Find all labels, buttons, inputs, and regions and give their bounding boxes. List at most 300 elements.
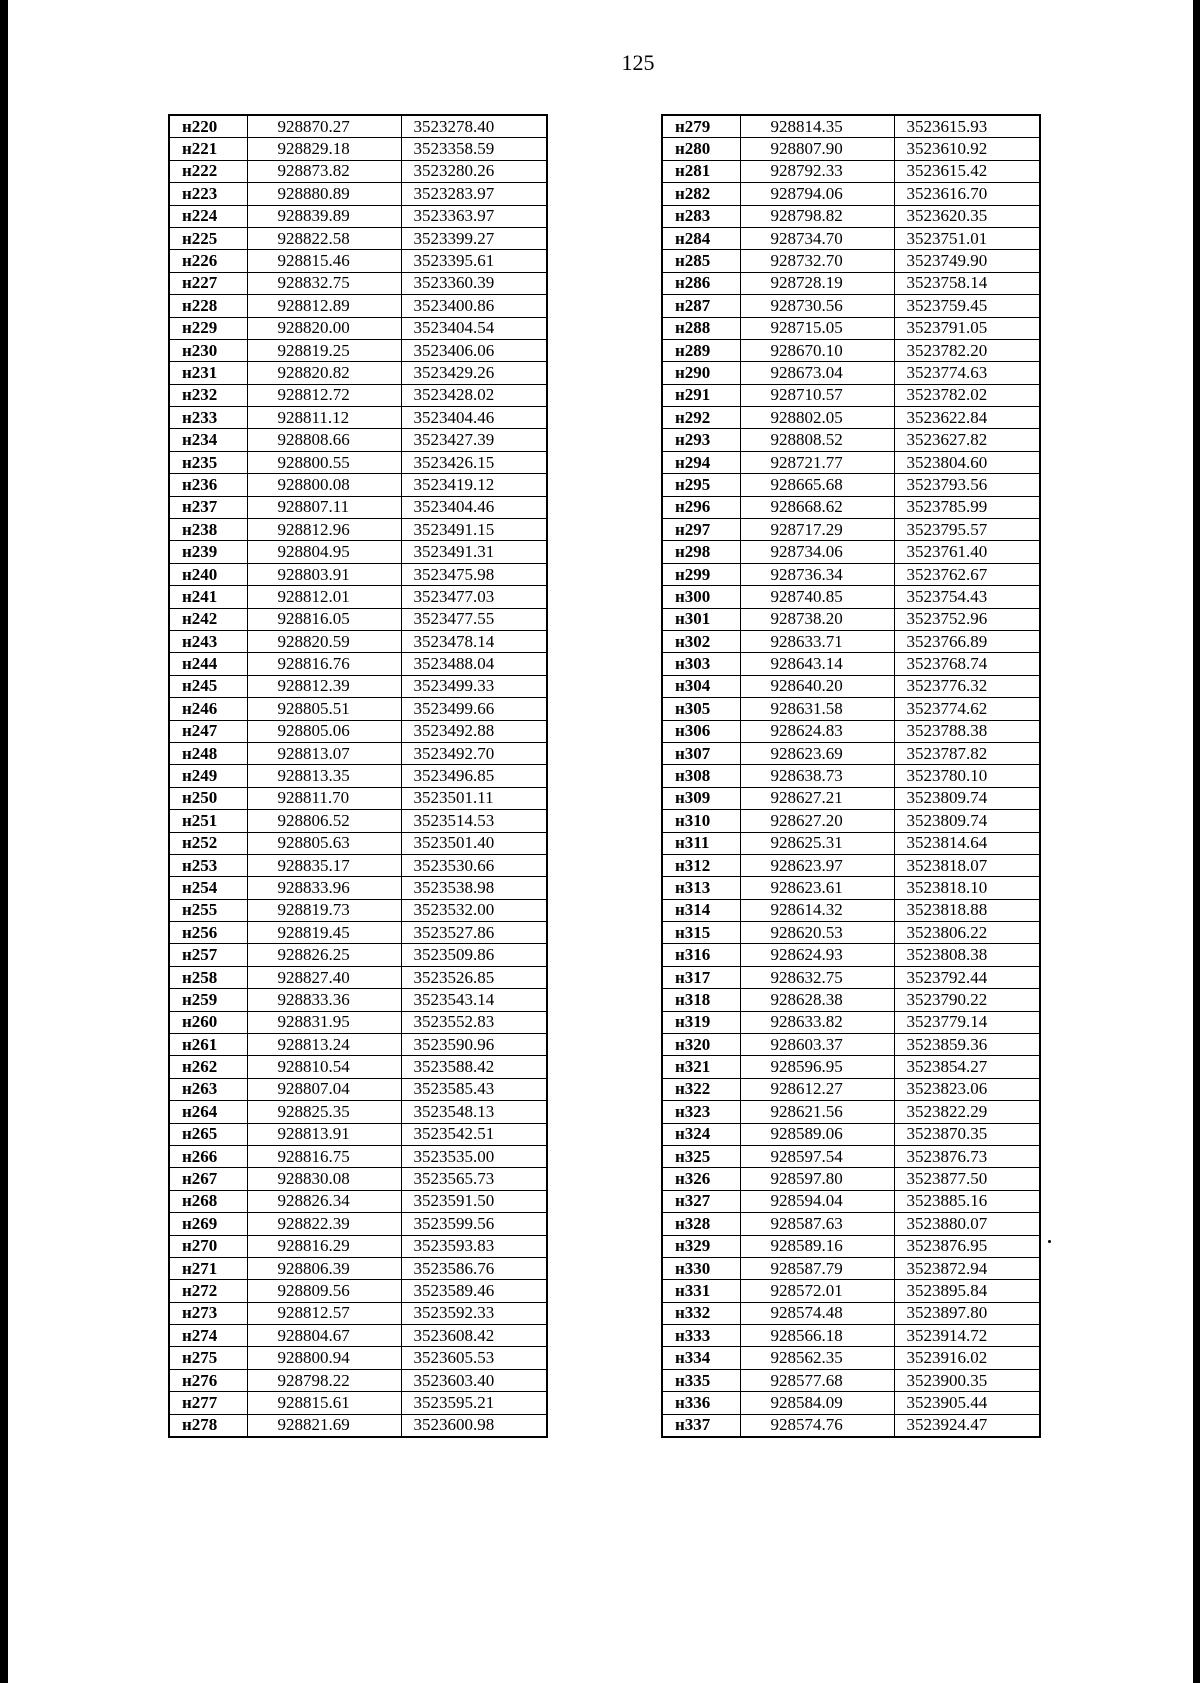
table-row [169, 407, 547, 429]
x-coordinate-cell: 928807.04 [247, 1078, 401, 1100]
x-coordinate-cell: 928816.75 [247, 1145, 401, 1167]
y-coordinate-cell: 3523514.53 [401, 810, 547, 832]
x-coordinate-cell: 928814.35 [740, 115, 894, 138]
table-row [662, 272, 1040, 294]
table-row [662, 810, 1040, 832]
coordinates-table-right [661, 114, 1041, 1438]
y-coordinate-cell: 3523754.43 [894, 586, 1040, 608]
y-coordinate-cell: 3523492.88 [401, 720, 547, 742]
table-row [662, 630, 1040, 652]
point-id-cell: н315 [662, 922, 740, 944]
point-id-cell: н235 [169, 451, 247, 473]
table-row [662, 384, 1040, 406]
x-coordinate-cell: 928812.39 [247, 675, 401, 697]
x-coordinate-cell: 928710.57 [740, 384, 894, 406]
y-coordinate-cell: 3523885.16 [894, 1190, 1040, 1212]
point-id-cell: н224 [169, 205, 247, 227]
point-id-cell: н331 [662, 1280, 740, 1302]
y-coordinate-cell: 3523895.84 [894, 1280, 1040, 1302]
y-coordinate-cell: 3523751.01 [894, 227, 1040, 249]
table-row [662, 586, 1040, 608]
x-coordinate-cell: 928640.20 [740, 675, 894, 697]
y-coordinate-cell: 3523588.42 [401, 1056, 547, 1078]
point-id-cell: н251 [169, 810, 247, 832]
y-coordinate-cell: 3523880.07 [894, 1213, 1040, 1235]
x-coordinate-cell: 928738.20 [740, 608, 894, 630]
table-row [662, 1011, 1040, 1033]
point-id-cell: н329 [662, 1235, 740, 1257]
point-id-cell: н301 [662, 608, 740, 630]
table-row [662, 183, 1040, 205]
point-id-cell: н296 [662, 496, 740, 518]
y-coordinate-cell: 3523599.56 [401, 1213, 547, 1235]
y-coordinate-cell: 3523488.04 [401, 653, 547, 675]
table-row [662, 1257, 1040, 1279]
y-coordinate-cell: 3523595.21 [401, 1392, 547, 1414]
point-id-cell: н297 [662, 519, 740, 541]
x-coordinate-cell: 928668.62 [740, 496, 894, 518]
x-coordinate-cell: 928798.82 [740, 205, 894, 227]
point-id-cell: н310 [662, 810, 740, 832]
point-id-cell: н259 [169, 989, 247, 1011]
y-coordinate-cell: 3523809.74 [894, 787, 1040, 809]
table-row [662, 922, 1040, 944]
point-id-cell: н308 [662, 765, 740, 787]
table-row [169, 899, 547, 921]
x-coordinate-cell: 928715.05 [740, 317, 894, 339]
table-row [169, 810, 547, 832]
point-id-cell: н302 [662, 630, 740, 652]
table-row [169, 787, 547, 809]
point-id-cell: н248 [169, 742, 247, 764]
point-id-cell: н236 [169, 474, 247, 496]
table-row [662, 115, 1040, 138]
point-id-cell: н325 [662, 1145, 740, 1167]
y-coordinate-cell: 3523358.59 [401, 138, 547, 160]
y-coordinate-cell: 3523762.67 [894, 563, 1040, 585]
x-coordinate-cell: 928800.55 [247, 451, 401, 473]
x-coordinate-cell: 928732.70 [740, 250, 894, 272]
table-row [662, 989, 1040, 1011]
table-row [662, 1392, 1040, 1414]
y-coordinate-cell: 3523787.82 [894, 742, 1040, 764]
x-coordinate-cell: 928736.34 [740, 563, 894, 585]
y-coordinate-cell: 3523870.35 [894, 1123, 1040, 1145]
coordinates-table-left [168, 114, 548, 1438]
table-row [169, 1257, 547, 1279]
x-coordinate-cell: 928809.56 [247, 1280, 401, 1302]
y-coordinate-cell: 3523509.86 [401, 944, 547, 966]
y-coordinate-cell: 3523793.56 [894, 474, 1040, 496]
x-coordinate-cell: 928572.01 [740, 1280, 894, 1302]
table-row [662, 899, 1040, 921]
point-id-cell: н280 [662, 138, 740, 160]
y-coordinate-cell: 3523283.97 [401, 183, 547, 205]
point-id-cell: н272 [169, 1280, 247, 1302]
y-coordinate-cell: 3523538.98 [401, 877, 547, 899]
x-coordinate-cell: 928584.09 [740, 1392, 894, 1414]
x-coordinate-cell: 928805.51 [247, 698, 401, 720]
y-coordinate-cell: 3523615.93 [894, 115, 1040, 138]
point-id-cell: н245 [169, 675, 247, 697]
point-id-cell: н306 [662, 720, 740, 742]
table-row [169, 429, 547, 451]
point-id-cell: н257 [169, 944, 247, 966]
y-coordinate-cell: 3523900.35 [894, 1369, 1040, 1391]
y-coordinate-cell: 3523804.60 [894, 451, 1040, 473]
table-row [662, 675, 1040, 697]
y-coordinate-cell: 3523592.33 [401, 1302, 547, 1324]
table-row [662, 1414, 1040, 1437]
x-coordinate-cell: 928587.63 [740, 1213, 894, 1235]
point-id-cell: н253 [169, 854, 247, 876]
x-coordinate-cell: 928638.73 [740, 765, 894, 787]
table-row [662, 698, 1040, 720]
point-id-cell: н335 [662, 1369, 740, 1391]
x-coordinate-cell: 928819.45 [247, 922, 401, 944]
point-id-cell: н240 [169, 563, 247, 585]
table-row [169, 1392, 547, 1414]
y-coordinate-cell: 3523399.27 [401, 227, 547, 249]
y-coordinate-cell: 3523535.00 [401, 1145, 547, 1167]
table-row [169, 1213, 547, 1235]
y-coordinate-cell: 3523360.39 [401, 272, 547, 294]
table-row [169, 742, 547, 764]
table-row [169, 720, 547, 742]
point-id-cell: н300 [662, 586, 740, 608]
x-coordinate-cell: 928670.10 [740, 339, 894, 361]
point-id-cell: н332 [662, 1302, 740, 1324]
x-coordinate-cell: 928804.95 [247, 541, 401, 563]
y-coordinate-cell: 3523278.40 [401, 115, 547, 138]
x-coordinate-cell: 928807.90 [740, 138, 894, 160]
point-id-cell: н266 [169, 1145, 247, 1167]
table-row [169, 832, 547, 854]
point-id-cell: н278 [169, 1414, 247, 1437]
x-coordinate-cell: 928808.52 [740, 429, 894, 451]
y-coordinate-cell: 3523795.57 [894, 519, 1040, 541]
x-coordinate-cell: 928623.69 [740, 742, 894, 764]
point-id-cell: н337 [662, 1414, 740, 1437]
x-coordinate-cell: 928589.06 [740, 1123, 894, 1145]
table-row [662, 339, 1040, 361]
scan-left-edge [0, 0, 8, 1683]
table-row [662, 720, 1040, 742]
point-id-cell: н317 [662, 966, 740, 988]
table-row [169, 675, 547, 697]
table-row [662, 362, 1040, 384]
point-id-cell: н318 [662, 989, 740, 1011]
table-row [662, 1190, 1040, 1212]
point-id-cell: н307 [662, 742, 740, 764]
y-coordinate-cell: 3523759.45 [894, 295, 1040, 317]
point-id-cell: н234 [169, 429, 247, 451]
y-coordinate-cell: 3523491.31 [401, 541, 547, 563]
x-coordinate-cell: 928810.54 [247, 1056, 401, 1078]
table-row [169, 989, 547, 1011]
table-row [662, 944, 1040, 966]
y-coordinate-cell: 3523814.64 [894, 832, 1040, 854]
y-coordinate-cell: 3523548.13 [401, 1101, 547, 1123]
y-coordinate-cell: 3523527.86 [401, 922, 547, 944]
table-row [662, 765, 1040, 787]
x-coordinate-cell: 928820.82 [247, 362, 401, 384]
x-coordinate-cell: 928587.79 [740, 1257, 894, 1279]
table-row [169, 765, 547, 787]
table-row [169, 295, 547, 317]
point-id-cell: н233 [169, 407, 247, 429]
x-coordinate-cell: 928832.75 [247, 272, 401, 294]
point-id-cell: н232 [169, 384, 247, 406]
x-coordinate-cell: 928820.00 [247, 317, 401, 339]
y-coordinate-cell: 3523792.44 [894, 966, 1040, 988]
point-id-cell: н313 [662, 877, 740, 899]
y-coordinate-cell: 3523543.14 [401, 989, 547, 1011]
table-row [169, 541, 547, 563]
x-coordinate-cell: 928612.27 [740, 1078, 894, 1100]
y-coordinate-cell: 3523404.46 [401, 496, 547, 518]
y-coordinate-cell: 3523404.46 [401, 407, 547, 429]
table-row [169, 1011, 547, 1033]
x-coordinate-cell: 928807.11 [247, 496, 401, 518]
table-row [169, 384, 547, 406]
x-coordinate-cell: 928805.63 [247, 832, 401, 854]
point-id-cell: н265 [169, 1123, 247, 1145]
point-id-cell: н279 [662, 115, 740, 138]
y-coordinate-cell: 3523501.40 [401, 832, 547, 854]
x-coordinate-cell: 928574.48 [740, 1302, 894, 1324]
y-coordinate-cell: 3523905.44 [894, 1392, 1040, 1414]
coordinates-table-right-body [662, 115, 1040, 1437]
point-id-cell: н268 [169, 1190, 247, 1212]
x-coordinate-cell: 928819.25 [247, 339, 401, 361]
x-coordinate-cell: 928665.68 [740, 474, 894, 496]
x-coordinate-cell: 928717.29 [740, 519, 894, 541]
point-id-cell: н330 [662, 1257, 740, 1279]
table-row [662, 1056, 1040, 1078]
y-coordinate-cell: 3523758.14 [894, 272, 1040, 294]
point-id-cell: н226 [169, 250, 247, 272]
table-row [662, 519, 1040, 541]
table-row [169, 496, 547, 518]
x-coordinate-cell: 928816.76 [247, 653, 401, 675]
x-coordinate-cell: 928806.52 [247, 810, 401, 832]
y-coordinate-cell: 3523818.07 [894, 854, 1040, 876]
table-row [662, 608, 1040, 630]
y-coordinate-cell: 3523499.33 [401, 675, 547, 697]
point-id-cell: н293 [662, 429, 740, 451]
table-row [662, 1168, 1040, 1190]
point-id-cell: н228 [169, 295, 247, 317]
point-id-cell: н290 [662, 362, 740, 384]
point-id-cell: н249 [169, 765, 247, 787]
table-row [169, 250, 547, 272]
point-id-cell: н294 [662, 451, 740, 473]
point-id-cell: н314 [662, 899, 740, 921]
point-id-cell: н305 [662, 698, 740, 720]
point-id-cell: н274 [169, 1325, 247, 1347]
y-coordinate-cell: 3523774.62 [894, 698, 1040, 720]
point-id-cell: н269 [169, 1213, 247, 1235]
x-coordinate-cell: 928816.29 [247, 1235, 401, 1257]
point-id-cell: н242 [169, 608, 247, 630]
point-id-cell: н238 [169, 519, 247, 541]
y-coordinate-cell: 3523818.10 [894, 877, 1040, 899]
x-coordinate-cell: 928589.16 [740, 1235, 894, 1257]
x-coordinate-cell: 928740.85 [740, 586, 894, 608]
table-row [169, 138, 547, 160]
y-coordinate-cell: 3523780.10 [894, 765, 1040, 787]
y-coordinate-cell: 3523492.70 [401, 742, 547, 764]
x-coordinate-cell: 928830.08 [247, 1168, 401, 1190]
point-id-cell: н252 [169, 832, 247, 854]
x-coordinate-cell: 928574.76 [740, 1414, 894, 1437]
x-coordinate-cell: 928805.06 [247, 720, 401, 742]
table-row [169, 854, 547, 876]
point-id-cell: н227 [169, 272, 247, 294]
y-coordinate-cell: 3523897.80 [894, 1302, 1040, 1324]
x-coordinate-cell: 928597.80 [740, 1168, 894, 1190]
table-row [169, 1235, 547, 1257]
x-coordinate-cell: 928800.94 [247, 1347, 401, 1369]
point-id-cell: н237 [169, 496, 247, 518]
table-row [662, 563, 1040, 585]
point-id-cell: н256 [169, 922, 247, 944]
x-coordinate-cell: 928880.89 [247, 183, 401, 205]
y-coordinate-cell: 3523615.42 [894, 160, 1040, 182]
table-row [662, 653, 1040, 675]
table-row [662, 787, 1040, 809]
table-row [662, 1123, 1040, 1145]
y-coordinate-cell: 3523776.32 [894, 675, 1040, 697]
x-coordinate-cell: 928833.96 [247, 877, 401, 899]
y-coordinate-cell: 3523491.15 [401, 519, 547, 541]
y-coordinate-cell: 3523620.35 [894, 205, 1040, 227]
table-row [169, 922, 547, 944]
y-coordinate-cell: 3523600.98 [401, 1414, 547, 1437]
point-id-cell: н263 [169, 1078, 247, 1100]
x-coordinate-cell: 928829.18 [247, 138, 401, 160]
y-coordinate-cell: 3523782.20 [894, 339, 1040, 361]
y-coordinate-cell: 3523782.02 [894, 384, 1040, 406]
x-coordinate-cell: 928816.05 [247, 608, 401, 630]
point-id-cell: н255 [169, 899, 247, 921]
point-id-cell: н311 [662, 832, 740, 854]
y-coordinate-cell: 3523404.54 [401, 317, 547, 339]
x-coordinate-cell: 928839.89 [247, 205, 401, 227]
point-id-cell: н241 [169, 586, 247, 608]
x-coordinate-cell: 928632.75 [740, 966, 894, 988]
y-coordinate-cell: 3523552.83 [401, 1011, 547, 1033]
table-row [662, 1235, 1040, 1257]
x-coordinate-cell: 928822.58 [247, 227, 401, 249]
table-row [169, 227, 547, 249]
point-id-cell: н298 [662, 541, 740, 563]
x-coordinate-cell: 928734.70 [740, 227, 894, 249]
point-id-cell: н286 [662, 272, 740, 294]
y-coordinate-cell: 3523854.27 [894, 1056, 1040, 1078]
table-row [169, 1369, 547, 1391]
y-coordinate-cell: 3523872.94 [894, 1257, 1040, 1279]
x-coordinate-cell: 928721.77 [740, 451, 894, 473]
x-coordinate-cell: 928798.22 [247, 1369, 401, 1391]
x-coordinate-cell: 928813.07 [247, 742, 401, 764]
point-id-cell: н260 [169, 1011, 247, 1033]
table-row [662, 407, 1040, 429]
point-id-cell: н320 [662, 1034, 740, 1056]
y-coordinate-cell: 3523501.11 [401, 787, 547, 809]
point-id-cell: н275 [169, 1347, 247, 1369]
x-coordinate-cell: 928633.82 [740, 1011, 894, 1033]
y-coordinate-cell: 3523608.42 [401, 1325, 547, 1347]
table-row [169, 519, 547, 541]
x-coordinate-cell: 928730.56 [740, 295, 894, 317]
point-id-cell: н324 [662, 1123, 740, 1145]
point-id-cell: н230 [169, 339, 247, 361]
y-coordinate-cell: 3523427.39 [401, 429, 547, 451]
x-coordinate-cell: 928794.06 [740, 183, 894, 205]
table-row [169, 563, 547, 585]
point-id-cell: н247 [169, 720, 247, 742]
x-coordinate-cell: 928826.34 [247, 1190, 401, 1212]
point-id-cell: н334 [662, 1347, 740, 1369]
point-id-cell: н309 [662, 787, 740, 809]
table-row [169, 451, 547, 473]
point-id-cell: н254 [169, 877, 247, 899]
x-coordinate-cell: 928827.40 [247, 966, 401, 988]
y-coordinate-cell: 3523808.38 [894, 944, 1040, 966]
x-coordinate-cell: 928873.82 [247, 160, 401, 182]
table-row [169, 966, 547, 988]
y-coordinate-cell: 3523622.84 [894, 407, 1040, 429]
y-coordinate-cell: 3523400.86 [401, 295, 547, 317]
point-id-cell: н270 [169, 1235, 247, 1257]
table-row [662, 1145, 1040, 1167]
point-id-cell: н289 [662, 339, 740, 361]
table-row [662, 205, 1040, 227]
table-row [169, 1190, 547, 1212]
y-coordinate-cell: 3523426.15 [401, 451, 547, 473]
y-coordinate-cell: 3523823.06 [894, 1078, 1040, 1100]
y-coordinate-cell: 3523585.43 [401, 1078, 547, 1100]
table-row [662, 742, 1040, 764]
x-coordinate-cell: 928825.35 [247, 1101, 401, 1123]
point-id-cell: н287 [662, 295, 740, 317]
table-row [662, 1280, 1040, 1302]
point-id-cell: н262 [169, 1056, 247, 1078]
point-id-cell: н319 [662, 1011, 740, 1033]
x-coordinate-cell: 928802.05 [740, 407, 894, 429]
x-coordinate-cell: 928831.95 [247, 1011, 401, 1033]
y-coordinate-cell: 3523605.53 [401, 1347, 547, 1369]
point-id-cell: н222 [169, 160, 247, 182]
x-coordinate-cell: 928835.17 [247, 854, 401, 876]
y-coordinate-cell: 3523914.72 [894, 1325, 1040, 1347]
y-coordinate-cell: 3523791.05 [894, 317, 1040, 339]
table-row [662, 250, 1040, 272]
x-coordinate-cell: 928808.66 [247, 429, 401, 451]
y-coordinate-cell: 3523589.46 [401, 1280, 547, 1302]
y-coordinate-cell: 3523565.73 [401, 1168, 547, 1190]
table-row [169, 1414, 547, 1437]
x-coordinate-cell: 928821.69 [247, 1414, 401, 1437]
x-coordinate-cell: 928800.08 [247, 474, 401, 496]
x-coordinate-cell: 928813.35 [247, 765, 401, 787]
y-coordinate-cell: 3523477.55 [401, 608, 547, 630]
table-row [662, 1213, 1040, 1235]
x-coordinate-cell: 928819.73 [247, 899, 401, 921]
table-row [662, 966, 1040, 988]
